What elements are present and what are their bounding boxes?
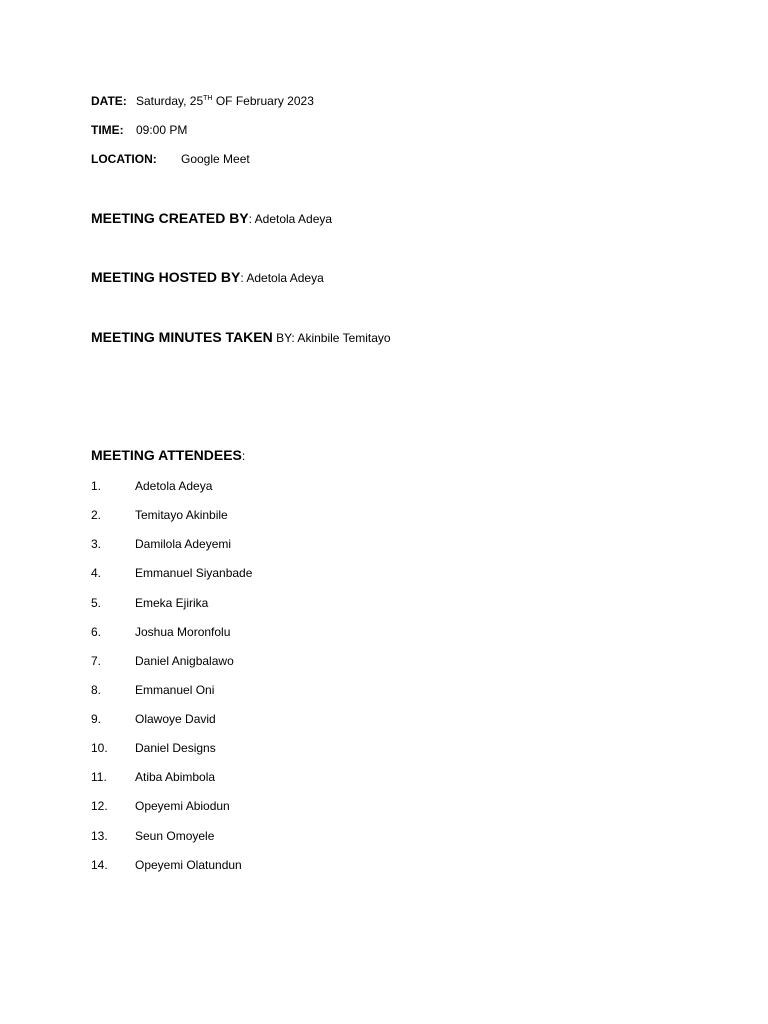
minutes-taken-value: BY: Akinbile Temitayo xyxy=(272,331,391,345)
list-item-number: 8. xyxy=(91,683,102,697)
list-item-number: 5. xyxy=(91,596,102,610)
list-item-name: Olawoye David xyxy=(135,712,216,726)
location-label: LOCATION: xyxy=(91,152,157,166)
time-value: 09:00 PM xyxy=(136,123,188,137)
list-item-name: Damilola Adeyemi xyxy=(135,537,232,551)
list-item-number: 12. xyxy=(91,799,108,813)
list-item-name: Joshua Moronfolu xyxy=(135,625,231,639)
list-item-number: 2. xyxy=(91,508,102,522)
list-item-name: Daniel Anigbalawo xyxy=(135,654,234,668)
list-item-name: Opeyemi Abiodun xyxy=(135,799,230,813)
list-item xyxy=(91,858,242,872)
date-ordinal-suffix: TH xyxy=(203,95,213,102)
list-item-name: Seun Omoyele xyxy=(135,829,215,843)
date-value: Saturday, 25TH OF February 2023 xyxy=(136,94,314,108)
list-item-name: Emeka Ejirika xyxy=(135,596,209,610)
list-item-number: 6. xyxy=(91,625,102,639)
location-value: Google Meet xyxy=(181,152,250,166)
list-item-name: Daniel Designs xyxy=(135,741,216,755)
list-item xyxy=(91,770,215,784)
list-item-number: 11. xyxy=(91,770,107,784)
list-item xyxy=(91,596,208,610)
created-by-label: MEETING CREATED BY xyxy=(91,210,249,226)
time-line xyxy=(91,123,188,137)
minutes-taken-label: MEETING MINUTES TAKEN xyxy=(91,329,273,345)
attendees-heading-colon: : xyxy=(241,449,246,463)
list-item-number: 7. xyxy=(91,654,102,668)
list-item-number: 4. xyxy=(91,566,102,580)
list-item-number: 1. xyxy=(91,479,102,493)
created-by-value: : Adetola Adeya xyxy=(248,212,333,226)
list-item-name: Temitayo Akinbile xyxy=(135,508,228,522)
list-item xyxy=(91,829,214,843)
list-item xyxy=(91,566,252,580)
time-label: TIME: xyxy=(91,123,124,137)
list-item xyxy=(91,741,216,755)
minutes-taken-line xyxy=(91,329,391,347)
list-item-name: Emmanuel Oni xyxy=(135,683,215,697)
hosted-by-value: : Adetola Adeya xyxy=(240,271,324,285)
list-item-number: 9. xyxy=(91,712,102,726)
attendees-heading: MEETING ATTENDEES xyxy=(91,447,242,463)
list-item-name: Opeyemi Olatundun xyxy=(135,858,242,872)
list-item-number: 3. xyxy=(91,537,102,551)
list-item xyxy=(91,683,214,697)
hosted-by-line xyxy=(91,269,324,287)
location-line xyxy=(91,152,250,166)
list-item-number: 10. xyxy=(91,741,108,755)
list-item xyxy=(91,799,230,813)
list-item-name: Atiba Abimbola xyxy=(135,770,216,784)
list-item xyxy=(91,508,228,522)
list-item-name: Adetola Adeya xyxy=(135,479,213,493)
created-by-line xyxy=(91,210,332,228)
list-item xyxy=(91,654,234,668)
date-line xyxy=(91,94,314,108)
list-item-number: 13. xyxy=(91,829,108,843)
list-item xyxy=(91,537,231,551)
attendees-heading-line xyxy=(91,447,245,465)
list-item-number: 14. xyxy=(91,858,108,872)
hosted-by-label: MEETING HOSTED BY xyxy=(91,269,241,285)
date-label: DATE: xyxy=(91,94,127,108)
list-item-name: Emmanuel Siyanbade xyxy=(135,566,253,580)
list-item xyxy=(91,479,212,493)
list-item xyxy=(91,625,230,639)
list-item xyxy=(91,712,216,726)
